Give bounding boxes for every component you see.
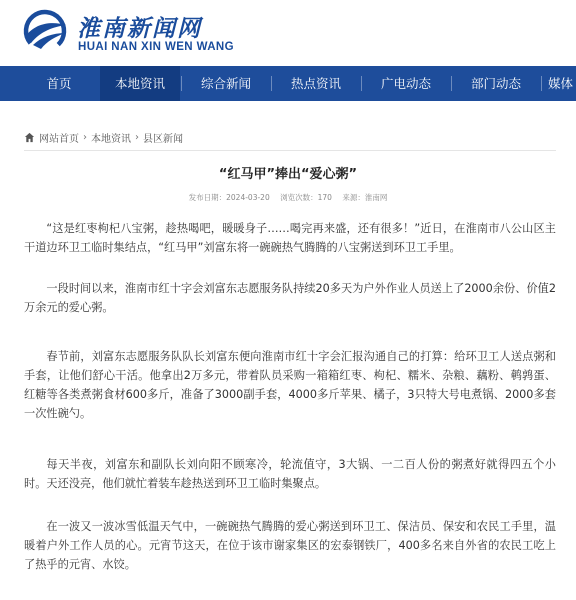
breadcrumb-separator: › (135, 131, 139, 143)
breadcrumb-local-news[interactable]: 本地资讯 (91, 133, 131, 145)
breadcrumb-divider (24, 150, 556, 151)
breadcrumb-home[interactable]: 网站首页 (39, 133, 79, 145)
nav-item-hot-news[interactable]: 热点资讯 (290, 76, 341, 91)
article-title: “红马甲”捧出“爱心粥” (218, 167, 358, 182)
article-paragraph: 一段时间以来，淮南市红十字会刘富东志愿服务队持续20多天为户外作业人员送上了2000余份、价值2万余元的爱心粥。 (24, 282, 556, 314)
article-paragraph: “这是红枣枸杞八宝粥，趁热喝吧，暖暖身子……喝完再来盛，还有很多！”近日，在淮南市八公山区主干道边环卫工临时集结点，“红马甲”刘富东将一碗碗热气腾腾的八宝粥送到环卫工手里。 (24, 222, 556, 254)
home-icon (24, 132, 35, 143)
nav-item-broadcast-news[interactable]: 广电动态 (380, 76, 431, 91)
nav-item-local-news[interactable]: 本地资讯 (100, 66, 180, 101)
publish-date: 发布日期：2024-03-20 (188, 193, 270, 202)
breadcrumb (24, 130, 183, 144)
article-paragraph: 每天半夜，刘富东和副队长刘向阳不顾寒冷，轮流值守，3大锅、一二百人份的粥煮好就得四五个小时。天还没亮，他们就忙着装车趁热送到环卫工临时集聚点。 (24, 458, 556, 490)
breadcrumb-separator: › (83, 131, 87, 143)
site-logo-icon[interactable] (21, 9, 69, 53)
article-paragraph: 春节前，刘富东志愿服务队队长刘富东便向淮南市红十字会汇报沟通自己的打算：给环卫工人送点粥和手套，让他们舒心干活。他拿出2万多元，带着队员采购一箱箱红枣、枸杞、糯米、杂粮、藕粉、鹌鹑蛋、红糖等各类煮粥食材600多斤，准备了3000副手套，4000多斤苹果、橘子，3只特大号电煮锅、2000多套一次性碗勺。 (24, 350, 556, 420)
breadcrumb-county-news[interactable]: 县区新闻 (143, 133, 183, 145)
main-nav (0, 66, 576, 101)
view-count: 浏览次数：170 (280, 193, 332, 202)
nav-item-home[interactable]: 首页 (46, 76, 72, 91)
article-source: 来源：淮南网 (342, 193, 388, 202)
site-logo-subtitle: HUAI NAN XIN WEN WANG (78, 41, 234, 53)
article-meta (0, 192, 576, 203)
nav-item-media[interactable]: 媒体 (548, 76, 574, 91)
article-paragraph: 在一波又一波冰雪低温天气中，一碗碗热气腾腾的爱心粥送到环卫工、保洁员、保安和农民工手里，温暖着户外工作人员的心。元宵节这天，在位于该市谢家集区的宏泰钢铁厂，400多名来自外省的农民工吃上了热乎的元宵、水饺。 (24, 520, 556, 571)
nav-item-general-news[interactable]: 综合新闻 (200, 76, 251, 91)
nav-item-department-news[interactable]: 部门动态 (470, 76, 521, 91)
site-header (0, 0, 576, 66)
site-logo-text[interactable]: 淮南新闻网 (77, 15, 202, 42)
nav-divider (541, 76, 542, 91)
